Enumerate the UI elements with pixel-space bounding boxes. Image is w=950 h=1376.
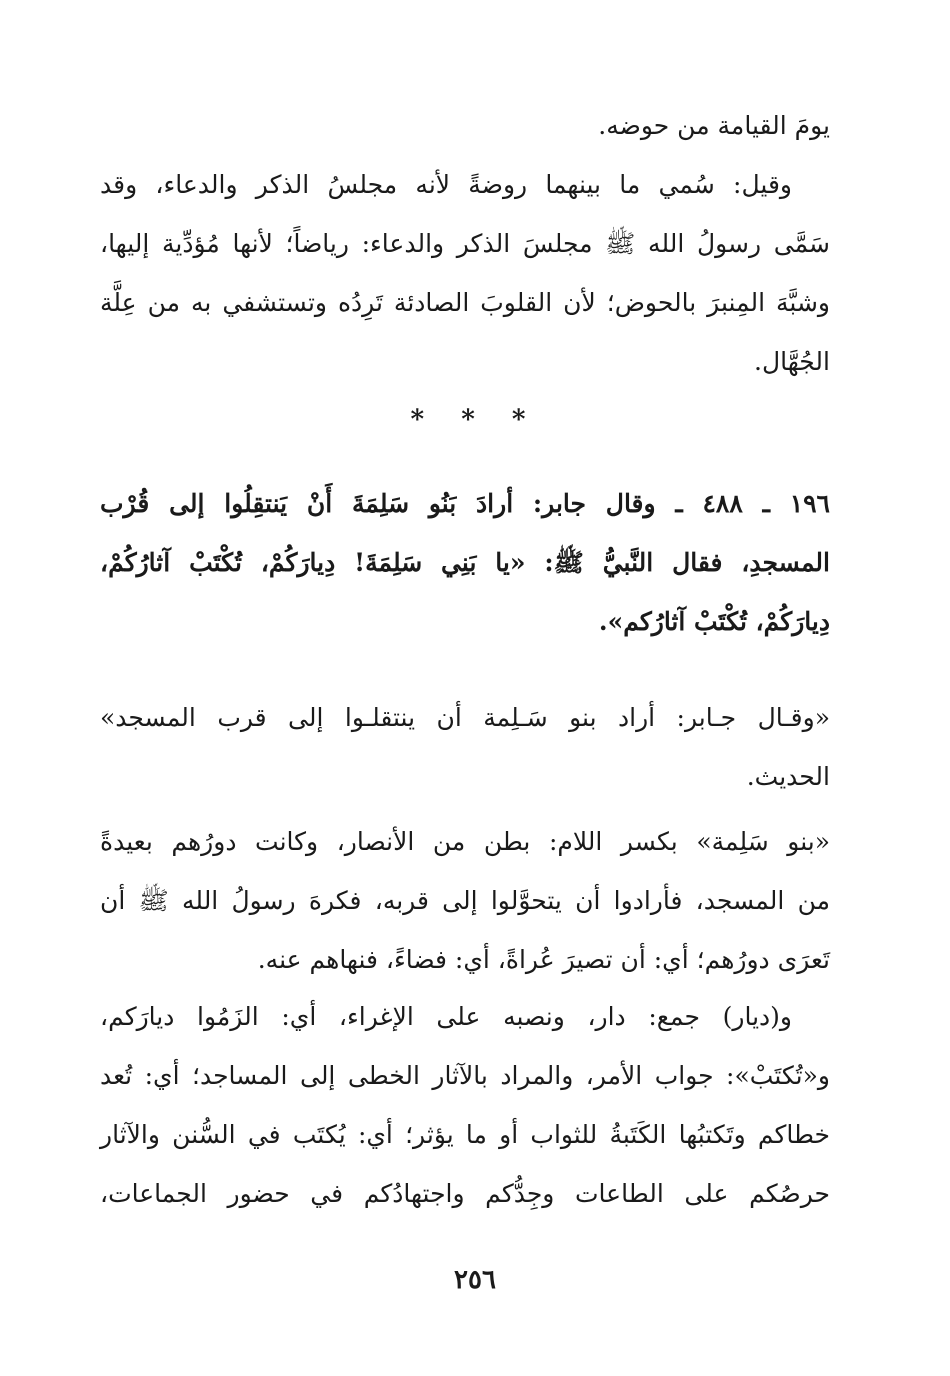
text-line: الحديث. bbox=[746, 762, 830, 791]
paragraph-commentary-4 bbox=[100, 987, 830, 1223]
text-line: الجُهَّال. bbox=[754, 347, 830, 376]
paragraph-continuation bbox=[100, 96, 830, 155]
text-line: حرصُكم على الطاعات وجِدُّكم واجتهادُكم في حضور الجماعات، bbox=[100, 1179, 830, 1208]
text-line: المسجدِ، فقال النَّبيُّ ﷺ: «يا بَنِي سَلِمَةَ! دِيارَكُمْ، تُكْتَبْ آثارُكُمْ، bbox=[100, 548, 830, 577]
section-separator: * * * bbox=[410, 405, 540, 435]
text-line: خطاكم وتَكتبُها الكَتَبةُ للثواب أو ما يؤثر؛ أي: يُكتَب في السُّنن والآثار bbox=[100, 1120, 830, 1149]
text-line: يومَ القيامة من حوضه. bbox=[598, 111, 830, 140]
page-number: ٢٥٦ bbox=[454, 1265, 496, 1295]
paragraph-commentary-1 bbox=[100, 155, 830, 391]
text-line: «بنو سَلِمة» بكسر اللام: بطن من الأنصار، وكانت دورُهم بعيدةً bbox=[100, 827, 830, 856]
text-line: سَمَّى رسولُ الله ﷺ مجلسَ الذكر والدعاء: رياضاً؛ لأنها مُؤدِّية إليها، bbox=[100, 229, 830, 258]
text-line: ١٩٦ ـ ٤٨٨ ـ وقال جابر: أرادَ بَنُو سَلِمَةَ أَنْ يَنتقِلُوا إلى قُرْب bbox=[100, 489, 830, 518]
text-line: و«تُكتَبْ»: جواب الأمر، والمراد بالآثار الخطى إلى المساجد؛ أي: تُعد bbox=[100, 1061, 830, 1090]
text-line: «وقـال جـابر: أراد بنو سَـلِمة أن ينتقلـوا إلى قرب المسجد» bbox=[100, 703, 830, 732]
text-line: و(ديار) جمع: دار، ونصبه على الإغراء، أي: الزَمُوا ديارَكم، bbox=[100, 1002, 792, 1031]
hadith-text bbox=[100, 474, 830, 651]
paragraph-commentary-3 bbox=[100, 812, 830, 989]
paragraph-commentary-2 bbox=[100, 688, 830, 806]
text-line: وقيل: سُمي ما بينهما روضةً لأنه مجلسُ الذكر والدعاء، وقد bbox=[100, 170, 792, 199]
text-line: من المسجد، فأرادوا أن يتحوَّلوا إلى قربه، فكرهَ رسولُ الله ﷺ أن bbox=[100, 886, 830, 915]
text-line: وشبَّهَ المِنبرَ بالحوض؛ لأن القلوبَ الصادئة تَرِدُه وتستشفي به من عِلَّة bbox=[100, 288, 830, 317]
text-line: دِيارَكُمْ، تُكْتَبْ آثارُكم». bbox=[598, 607, 830, 636]
text-line: تَعرَى دورُهم؛ أي: أن تصيرَ عُراةً، أي: فضاءً، فنهاهم عنه. bbox=[257, 945, 830, 974]
